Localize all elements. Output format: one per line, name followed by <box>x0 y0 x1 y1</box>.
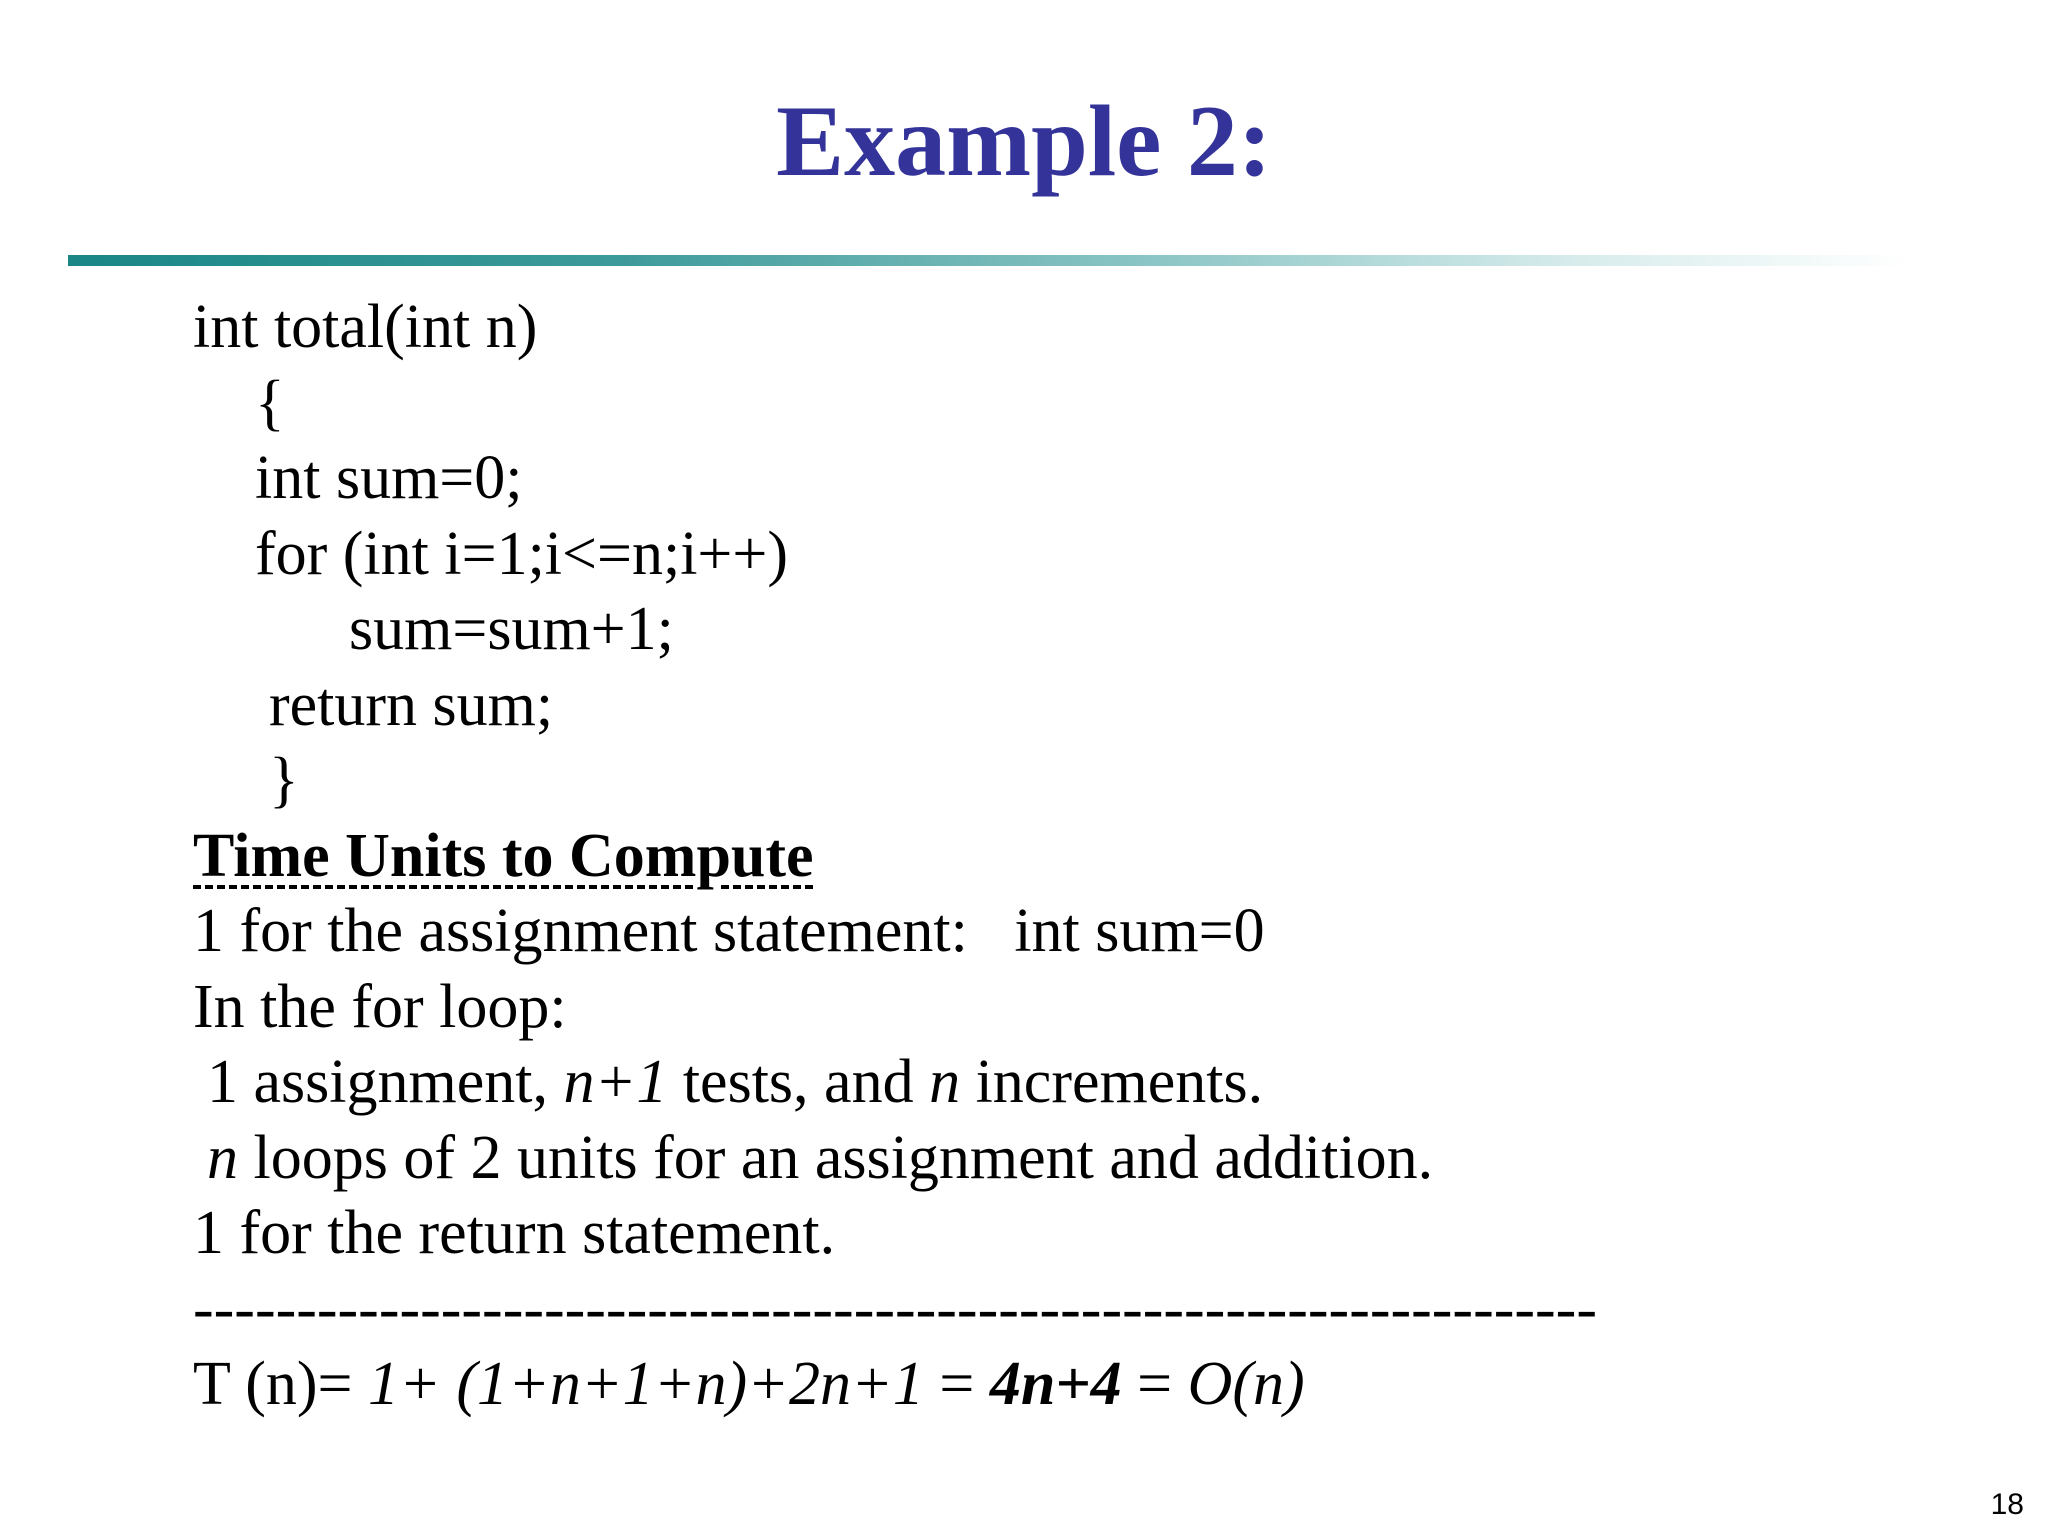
formula-lhs: T (n)= <box>193 1350 369 1418</box>
analysis-heading: Time Units to Compute <box>193 821 814 890</box>
formula-big-o: O(n) <box>1187 1350 1305 1418</box>
code-line-open-brace: { <box>255 368 285 437</box>
code-line-declaration: int sum=0; <box>255 444 523 512</box>
code-line-signature: int total(int n) <box>193 293 538 361</box>
formula-expression: 1+ (1+n+1+n)+2n+1 <box>368 1350 924 1418</box>
analysis-line-loop-detail <box>193 1045 1893 1121</box>
loop-detail-part5: increments. <box>960 1048 1264 1116</box>
slide-number: 18 <box>1990 1488 2024 1521</box>
formula-line <box>193 1347 1893 1423</box>
analysis-heading-line <box>193 819 1893 895</box>
loops-count: n <box>207 1123 238 1192</box>
code-line-loop-body: sum=sum+1; <box>349 595 674 663</box>
loops-text: loops of 2 units for an assignment and addition. <box>238 1123 1434 1192</box>
loop-detail-tests-count: n+1 <box>563 1048 668 1116</box>
code-line-for: for (int i=1;i<=n;i++) <box>255 519 788 588</box>
slide-content <box>193 290 1893 1423</box>
dashed-divider: -------------------------------------------------------------------- <box>193 1274 1597 1343</box>
analysis-line-loop-intro: In the for loop: <box>193 972 567 1041</box>
loop-detail-part3: tests, and <box>667 1048 930 1116</box>
formula-result: 4n+4 <box>989 1350 1122 1418</box>
analysis-line-return: 1 for the return statement. <box>193 1199 836 1267</box>
analysis-line-loops <box>193 1121 1893 1197</box>
title-divider <box>68 255 1910 266</box>
code-line-return: return sum; <box>269 670 554 739</box>
slide-title: Example 2: <box>776 85 1272 198</box>
assignment-code: int sum=0 <box>1014 897 1265 965</box>
loop-detail-part1: 1 assignment, <box>207 1048 564 1116</box>
analysis-line-assignment <box>193 894 1893 970</box>
formula-equals-2: = <box>1121 1350 1188 1418</box>
assignment-text: 1 for the assignment statement: <box>193 897 968 965</box>
code-line-close-brace: } <box>269 746 299 814</box>
formula-equals-1: = <box>923 1350 990 1418</box>
loop-detail-increments-count: n <box>929 1048 961 1116</box>
